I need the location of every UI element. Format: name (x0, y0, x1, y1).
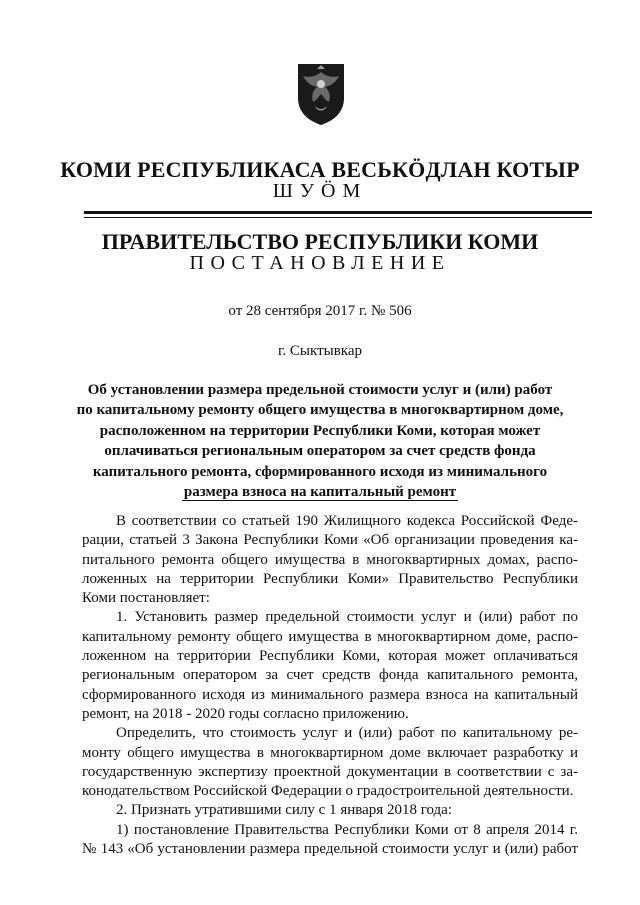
header-divider-thick (84, 211, 592, 214)
header-divider-thin (84, 217, 592, 218)
body-line: 1. Установить размер предельной стоимости услуг и (или) работ по (116, 609, 578, 626)
body-line: 2. Признать утратившими силу с 1 января 2018 года: (116, 802, 452, 819)
document-city: г. Сыктывкар (277, 343, 363, 359)
body-line: капитальному ремонту общего имущества в многоквартирном доме, распо- (82, 628, 578, 645)
body-line: монту общего имущества в многоквартирном доме включает разработку и (82, 744, 578, 761)
body-line: ремонт, на 2018 - 2020 годы согласно приложению. (82, 705, 409, 722)
body-line: ложенных на территории Республики Коми» Правительство Республики (82, 570, 578, 587)
body-line: сформированного исходя из минимального размера взноса на капитальный (82, 686, 578, 703)
body-line: Определить, что стоимость услуг и (или) работ по капитальному ре- (116, 725, 578, 742)
title-line: оплачиваться региональным оператором за счет средств фонда (104, 443, 536, 460)
body-line: государственную экспертизу проектной документации в соответствии с за- (82, 763, 578, 780)
body-line: В соответствии со статьей 190 Жилищного кодекса Российской Феде- (116, 513, 578, 529)
komi-document-type: ШУӦМ (272, 180, 368, 202)
komi-government-name: КОМИ РЕСПУБЛИКАСА ВЕСЬКӦДЛАН КОТЫР (60, 157, 580, 182)
body-line: региональным оператором за счет средств фонда капитального ремонта, (82, 667, 578, 684)
body-line: питального ремонта общего имущества в многоквартирных домах, распо- (82, 551, 578, 568)
body-line: 1) постановление Правительства Республики Коми от 8 апреля 2014 г. (116, 821, 578, 838)
title-line: капитального ремонта, сформированного исходя из минимального (92, 463, 548, 480)
document-title (70, 380, 570, 502)
document-body (82, 512, 578, 859)
title-line: расположенном на территории Республики Коми, которая может (99, 422, 541, 439)
body-line: № 143 «Об установлении размера предельной стоимости услуг и (или) работ (82, 841, 578, 858)
document-date-number: от 28 сентября 2017 г. № 506 (228, 303, 412, 319)
coat-of-arms-emblem (295, 60, 347, 126)
title-line: Об установлении размера предельной стоимости услуг и (или) работ (87, 382, 553, 398)
title-line: по капитальному ремонту общего имущества в многоквартирном доме, (76, 402, 564, 419)
russian-document-type: ПОСТАНОВЛЕНИЕ (189, 252, 451, 274)
body-line: конодательством Российской Федерации о градостроительной деятельности. (82, 783, 574, 800)
body-line: Коми постановляет: (82, 590, 210, 607)
russian-government-name: ПРАВИТЕЛЬСТВО РЕСПУБЛИКИ КОМИ (101, 229, 539, 254)
title-line (70, 482, 570, 502)
title-line-underlined: размера взноса на капитальный ремонт (183, 484, 457, 501)
body-line: рации, статьей 3 Закона Республики Коми «Об организации проведения ка- (82, 532, 578, 549)
body-line: ложенном на территории Республики Коми, которая может оплачиваться (82, 648, 578, 665)
